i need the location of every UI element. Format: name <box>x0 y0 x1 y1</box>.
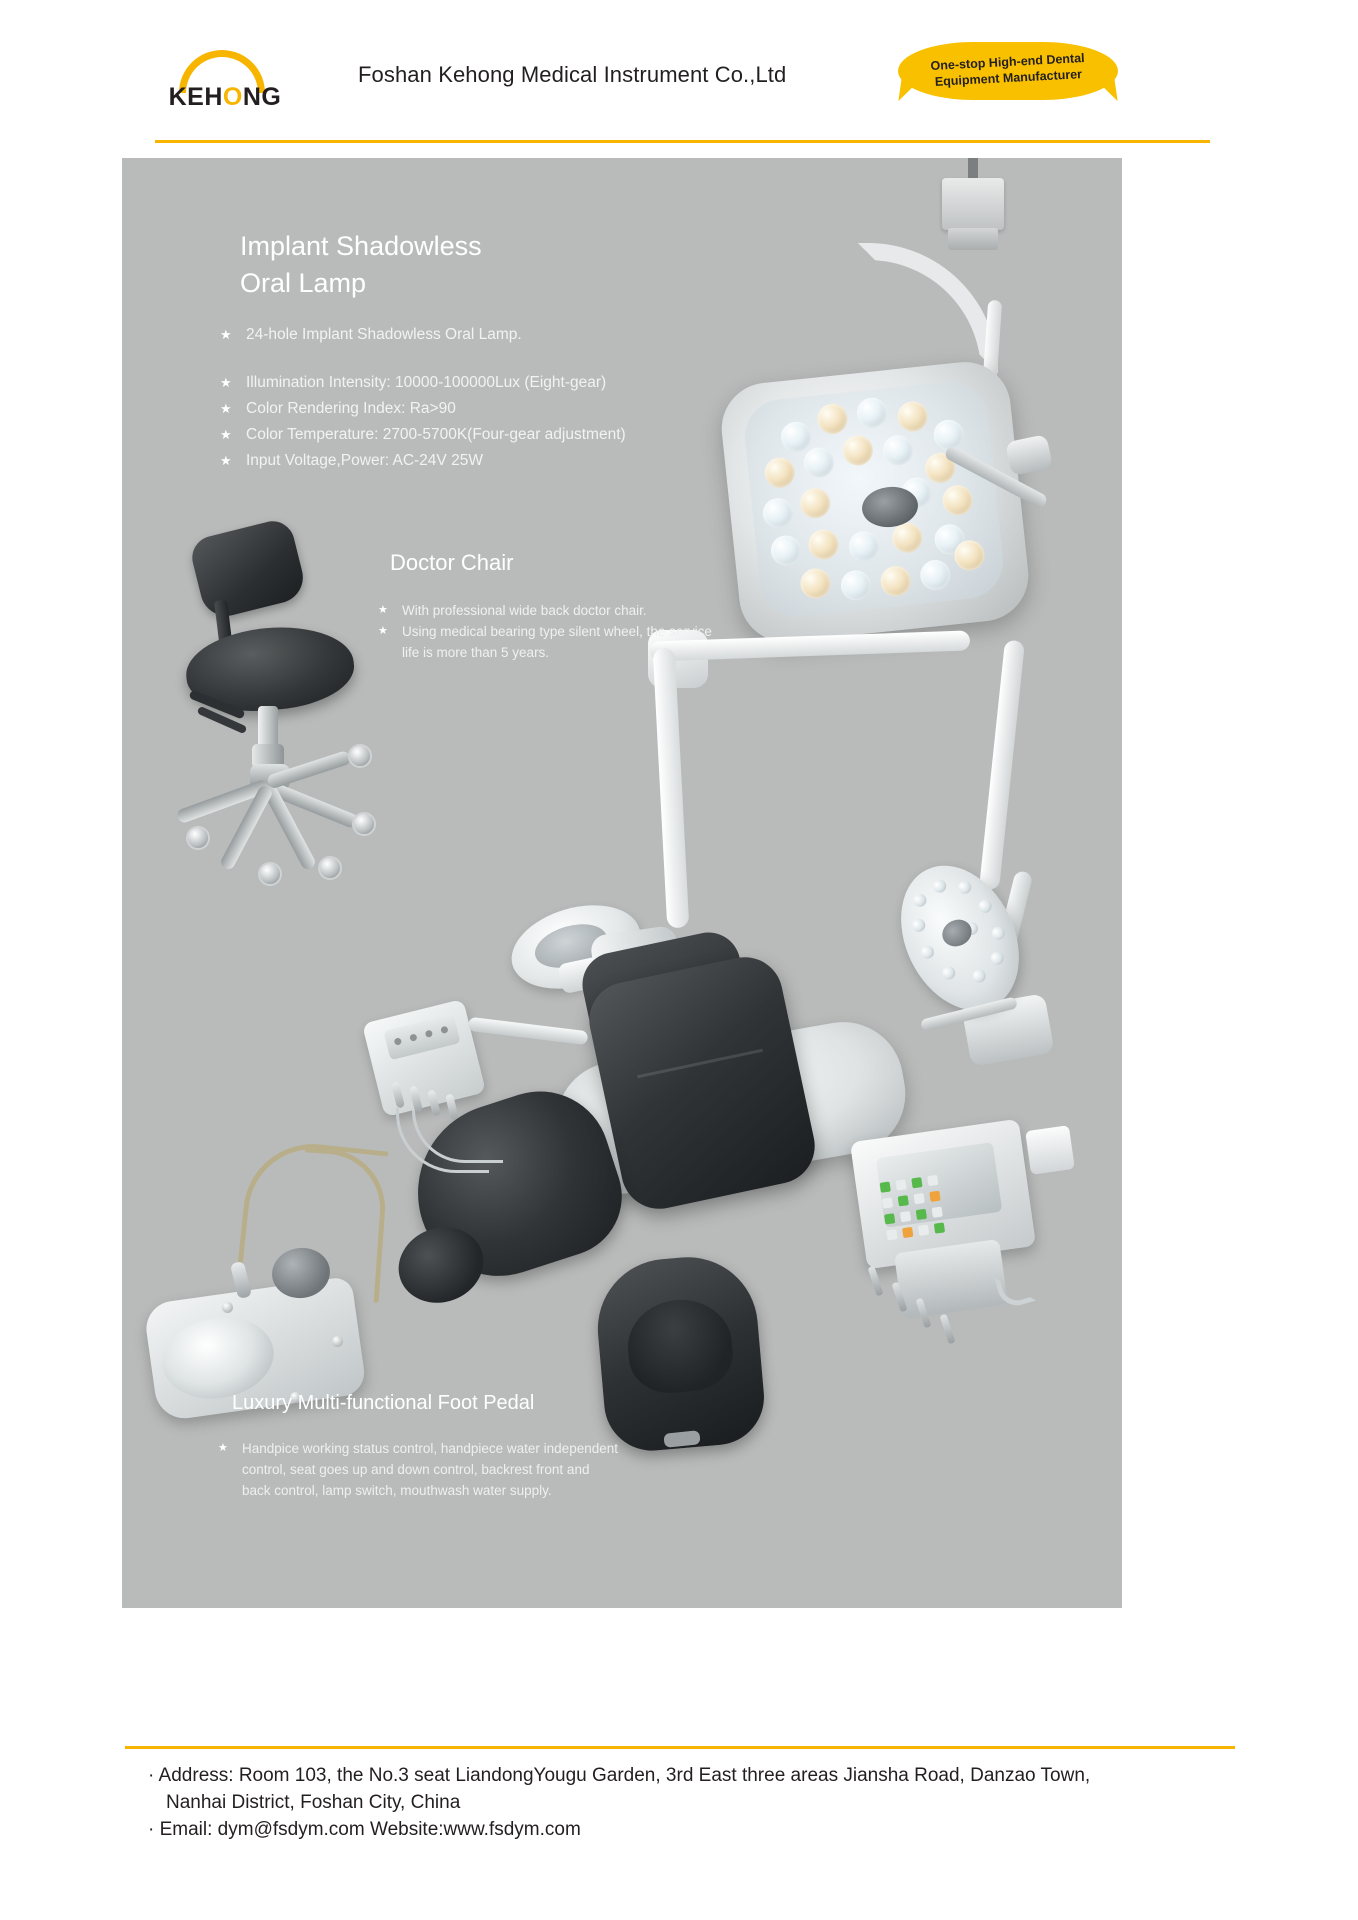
company-logo <box>155 50 295 114</box>
star-icon: ★ <box>220 401 232 416</box>
assistant-console-tablet <box>1025 1125 1075 1175</box>
company-name: Foshan Kehong Medical Instrument Co.,Ltd <box>358 62 787 87</box>
footer-contact <box>148 1762 1268 1843</box>
secondary-lamp-led <box>911 892 928 909</box>
secondary-lamp-led <box>931 877 948 894</box>
doctor-chair-title: Doctor Chair <box>390 550 514 575</box>
console-key[interactable] <box>886 1229 897 1240</box>
secondary-lamp-led <box>990 925 1007 942</box>
star-icon: ★ <box>220 327 232 342</box>
console-key[interactable] <box>880 1182 891 1193</box>
footer-address-line-1: · Address: Room 103, the No.3 seat LiandongYougu Garden, 3rd East three areas Jiansha Road, Danzao Town, <box>148 1765 1091 1786</box>
console-key[interactable] <box>902 1227 913 1238</box>
stool-caster <box>258 862 282 886</box>
lamp-feature-text: Illumination Intensity: 10000-100000Lux (Eight-gear) <box>246 374 607 391</box>
footer-address-line-2: Nanhai District, Foshan City, China <box>166 1792 461 1813</box>
foot-pedal-title: Luxury Multi-functional Foot Pedal <box>232 1392 535 1414</box>
lamp-led <box>763 456 796 489</box>
doctor-chair-feature-item <box>378 621 718 663</box>
lamp-feature-item <box>220 370 740 396</box>
lamp-led <box>879 565 912 598</box>
header-divider <box>155 140 1210 143</box>
lamp-feature-list <box>220 322 740 474</box>
secondary-lamp-led <box>940 964 957 981</box>
star-icon: ★ <box>220 375 232 390</box>
console-key[interactable] <box>895 1179 906 1190</box>
tray-indicator-dot <box>440 1026 448 1034</box>
foot-pedal-feature-item <box>218 1438 618 1501</box>
ceiling-mount-collar <box>948 228 998 250</box>
ribbon-line-1: One-stop High-end Dental <box>930 50 1085 74</box>
footer-divider <box>125 1746 1235 1749</box>
lamp-title <box>240 228 482 302</box>
star-icon: ★ <box>378 604 388 616</box>
lamp-led <box>780 420 813 453</box>
star-icon: ★ <box>218 1442 228 1454</box>
secondary-lamp-led <box>919 944 936 961</box>
lamp-led <box>802 446 835 479</box>
console-key[interactable] <box>898 1195 909 1206</box>
console-key[interactable] <box>932 1207 943 1218</box>
ceiling-pole <box>968 158 978 180</box>
lamp-title-line-1: Implant Shadowless <box>240 231 482 261</box>
lamp-feature-text: Color Rendering Index: Ra>90 <box>246 400 456 417</box>
console-key[interactable] <box>934 1222 945 1233</box>
lamp-led <box>896 400 929 433</box>
lamp-led <box>816 402 849 435</box>
lamp-feature-text: Input Voltage,Power: AC-24V 25W <box>246 452 483 469</box>
lamp-led <box>807 528 840 561</box>
console-key[interactable] <box>884 1213 895 1224</box>
secondary-lamp-led <box>976 898 993 915</box>
logo-wordmark <box>155 83 295 112</box>
console-key[interactable] <box>916 1209 927 1220</box>
lamp-led <box>799 567 832 600</box>
console-key[interactable] <box>914 1193 925 1204</box>
foot-pedal-feature-text: Handpice working status control, handpiece water independent control, seat goes up and down control, backrest front and back control, lamp switch, mouthwash water supply. <box>242 1441 618 1498</box>
stool-caster <box>186 826 210 850</box>
lamp-led <box>919 559 952 592</box>
lamp-feature-text: Color Temperature: 2700-5700K(Four-gear adjustment) <box>246 426 626 443</box>
doctor-chair-feature-text: With professional wide back doctor chair. <box>402 603 647 618</box>
lamp-feature-item <box>220 448 740 474</box>
stool-caster <box>318 856 342 880</box>
console-key[interactable] <box>929 1191 940 1202</box>
stool-caster <box>348 744 372 768</box>
lamp-led <box>882 434 915 467</box>
logo-text-right: NG <box>242 83 282 111</box>
lamp-led <box>769 534 802 567</box>
lamp-feature-item <box>220 422 740 448</box>
lamp-led <box>839 569 872 602</box>
star-icon: ★ <box>220 453 232 468</box>
secondary-lamp-led <box>956 879 973 896</box>
secondary-lamp-led <box>970 967 987 984</box>
foot-pedal-feature-list <box>218 1438 618 1501</box>
lamp-led <box>855 396 888 429</box>
assistant-console-keypad <box>880 1174 955 1251</box>
page-header <box>0 0 1358 148</box>
tray-indicator-dot <box>425 1029 433 1037</box>
star-icon: ★ <box>378 625 388 637</box>
lamp-led <box>953 539 986 572</box>
stool-caster <box>352 812 376 836</box>
star-icon: ★ <box>220 427 232 442</box>
ceiling-mount-box <box>942 178 1004 230</box>
lamp-feature-text: 24-hole Implant Shadowless Oral Lamp. <box>246 326 522 343</box>
footer-contact-line: · Email: dym@fsdym.com Website:www.fsdym.com <box>148 1819 581 1840</box>
lamp-led <box>761 497 794 530</box>
console-key[interactable] <box>927 1175 938 1186</box>
logo-text-left: KEH <box>168 83 223 111</box>
lamp-feature-item <box>220 396 740 422</box>
ribbon-line-2: Equipment Manufacturer <box>934 67 1083 89</box>
doctor-chair-feature-item <box>378 600 718 621</box>
secondary-lamp-led <box>910 917 927 934</box>
foot-pedal-screw <box>222 1302 233 1313</box>
tray-indicator-dot <box>409 1033 417 1041</box>
lamp-led <box>847 530 880 563</box>
ribbon-badge <box>898 42 1118 110</box>
tray-indicator-dot <box>394 1037 402 1045</box>
doctor-chair-feature-list <box>378 600 718 663</box>
doctor-chair-feature-text: Using medical bearing type silent wheel, the service life is more than 5 years. <box>402 624 712 660</box>
lamp-led <box>841 434 874 467</box>
console-key[interactable] <box>911 1177 922 1188</box>
logo-text-o: O <box>222 83 243 111</box>
lamp-led <box>932 418 965 451</box>
foot-pedal-screw <box>332 1336 343 1347</box>
lamp-led <box>941 484 974 517</box>
lamp-feature-item <box>220 322 740 348</box>
lamp-led <box>799 487 832 520</box>
lamp-title-line-2: Oral Lamp <box>240 268 367 298</box>
secondary-lamp-led <box>988 950 1005 967</box>
console-key[interactable] <box>882 1197 893 1208</box>
console-key[interactable] <box>918 1225 929 1236</box>
console-key[interactable] <box>900 1211 911 1222</box>
